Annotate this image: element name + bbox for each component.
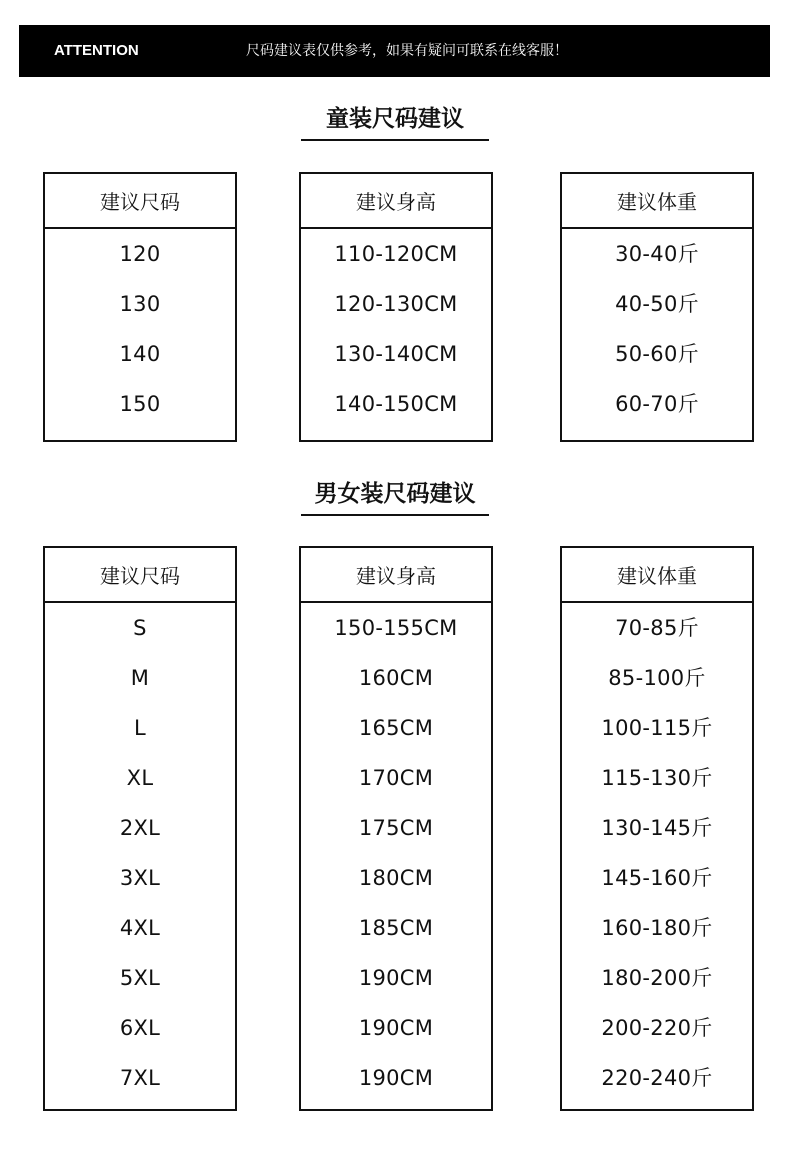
attention-banner [19,25,770,77]
table-row: 6XL [119,1016,161,1040]
kids-size-rows [45,229,235,430]
table-row: 100-115斤 [601,716,713,740]
table-row: 3XL [119,866,161,890]
table-row: 190CM [358,1016,434,1040]
table-row: 200-220斤 [601,1016,713,1040]
table-row: 130-140CM [334,342,458,366]
table-row: M [130,666,150,690]
adults-size-table [43,546,237,1111]
table-row: 160-180斤 [601,916,713,940]
attention-note: 尺码建议表仅供参考，如果有疑问可联系在线客服！ [246,43,568,59]
kids-weight-rows [562,229,752,430]
table-row: 40-50斤 [615,292,699,316]
table-row: 110-120CM [334,242,458,266]
table-row: 5XL [119,966,161,990]
table-row: 170CM [358,766,434,790]
kids-size-table [43,172,237,442]
kids-height-table [299,172,493,442]
table-row: 150-155CM [334,616,458,640]
table-row: XL [126,766,154,790]
adults-height-header: 建议身高 [301,548,491,603]
adults-height-table [299,546,493,1111]
table-row: 160CM [358,666,434,690]
adults-height-rows [301,603,491,1104]
table-row: 180-200斤 [601,966,713,990]
adults-weight-rows [562,603,752,1104]
table-row: L [134,716,146,740]
table-row: 60-70斤 [615,392,699,416]
table-row: 120-130CM [334,292,458,316]
kids-height-header: 建议身高 [301,174,491,229]
table-row: 140 [119,342,161,366]
kids-height-rows [301,229,491,430]
table-row: 175CM [358,816,434,840]
table-row: S [133,616,147,640]
table-row: 4XL [119,916,161,940]
kids-weight-table [560,172,754,442]
table-row: 140-150CM [334,392,458,416]
kids-section-title: 童装尺码建议 [301,101,489,141]
adults-section-title: 男女装尺码建议 [301,476,489,516]
adults-size-rows [45,603,235,1104]
table-row: 130 [119,292,161,316]
table-row: 130-145斤 [601,816,713,840]
table-row: 7XL [119,1066,161,1090]
kids-weight-header: 建议体重 [562,174,752,229]
table-row: 180CM [358,866,434,890]
kids-size-header: 建议尺码 [45,174,235,229]
adults-weight-header: 建议体重 [562,548,752,603]
table-row: 70-85斤 [615,616,699,640]
table-row: 115-130斤 [601,766,713,790]
table-row: 190CM [358,966,434,990]
adults-weight-table [560,546,754,1111]
attention-label: ATTENTION [54,42,139,59]
table-row: 120 [119,242,161,266]
table-row: 165CM [358,716,434,740]
table-row: 150 [119,392,161,416]
table-row: 2XL [119,816,161,840]
table-row: 85-100斤 [608,666,706,690]
adults-size-header: 建议尺码 [45,548,235,603]
table-row: 145-160斤 [601,866,713,890]
table-row: 30-40斤 [615,242,699,266]
table-row: 190CM [358,1066,434,1090]
table-row: 220-240斤 [601,1066,713,1090]
table-row: 185CM [358,916,434,940]
table-row: 50-60斤 [615,342,699,366]
